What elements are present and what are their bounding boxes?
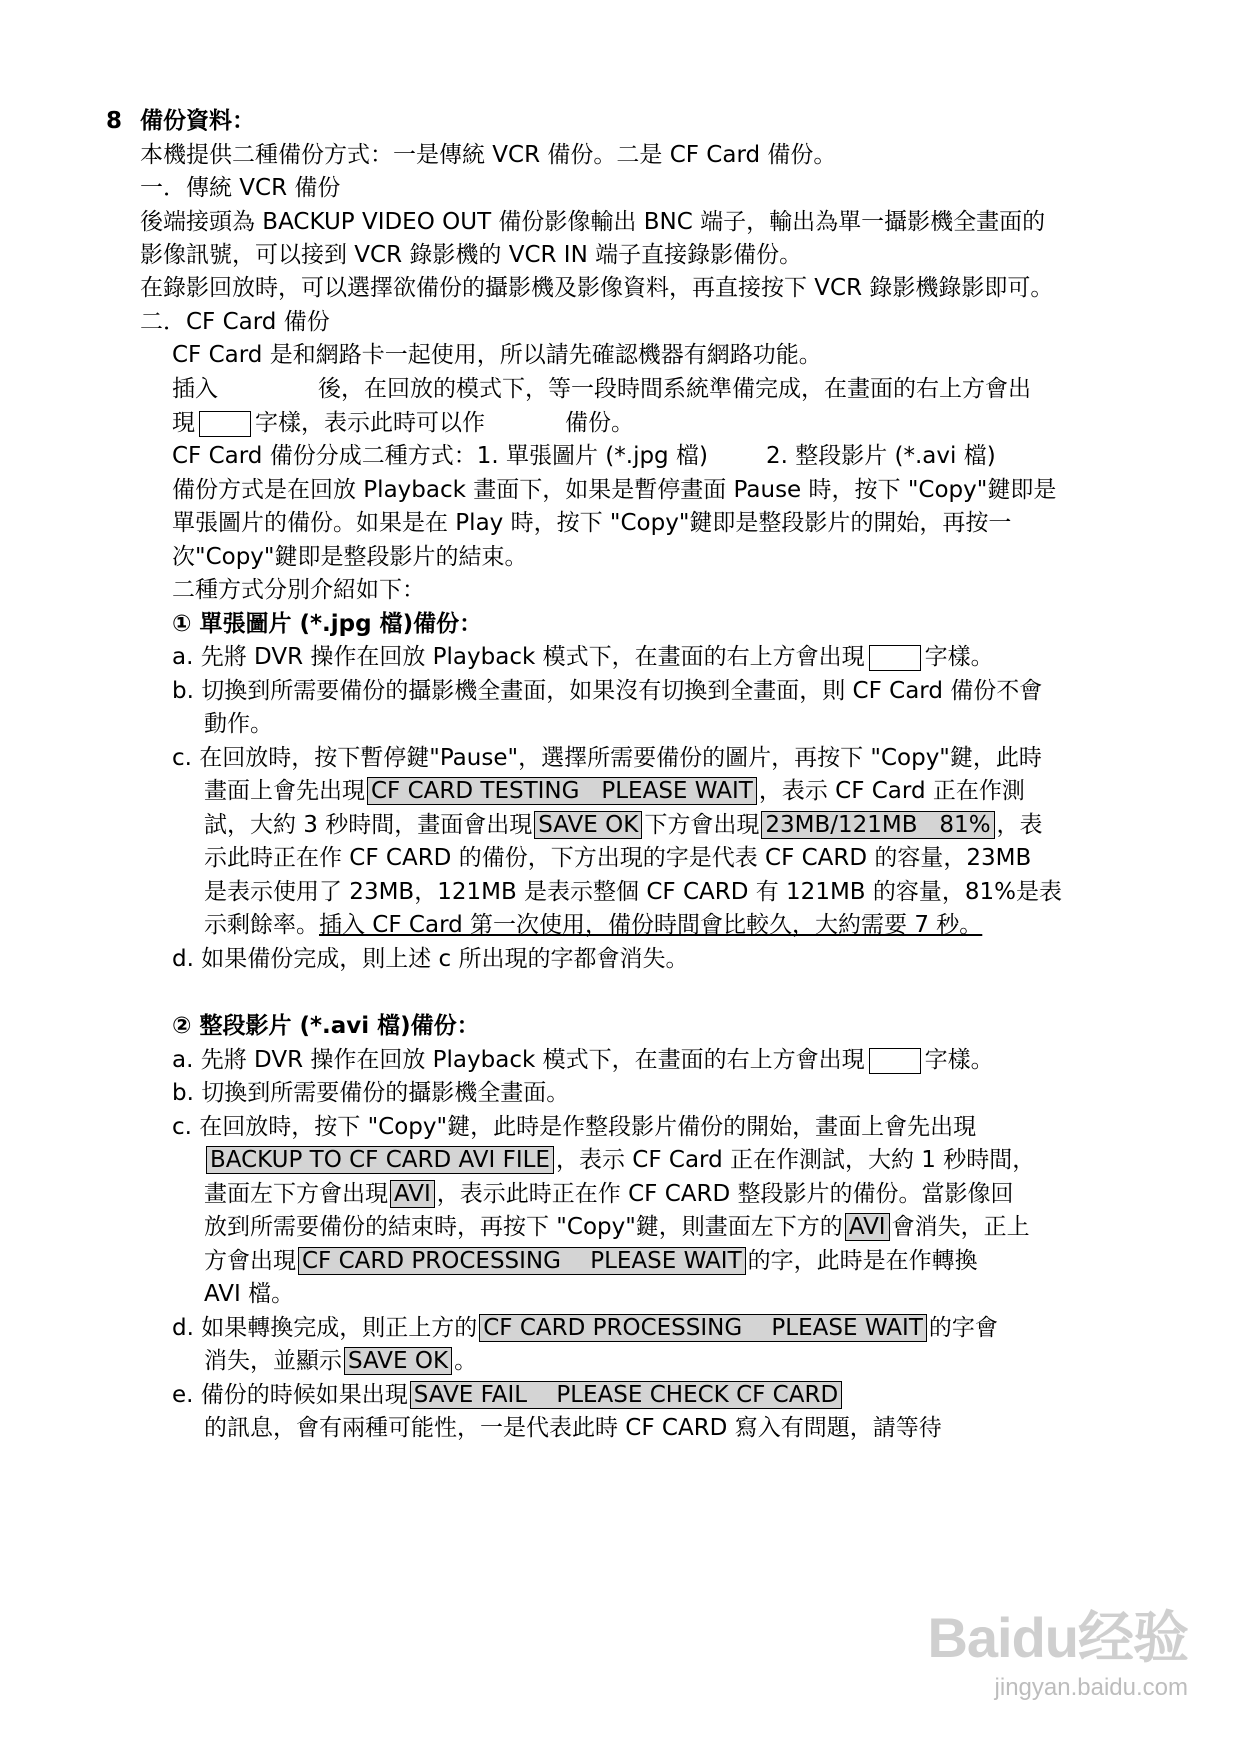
vcr-paragraph-line: 後端接頭為 BACKUP VIDEO OUT 備份影像輸出 BNC 端子，輸出為單一攝影機全畫面的 bbox=[140, 209, 1046, 235]
osd-message-box: AVI bbox=[390, 1180, 435, 1208]
step-text: ，表 bbox=[996, 812, 1043, 838]
step-text: 字樣。 bbox=[924, 644, 994, 670]
cf-paragraph-line: 二種方式分別介紹如下： bbox=[172, 577, 425, 603]
step-text: 示剩餘率。 bbox=[204, 912, 319, 938]
step-text: 方會出現 bbox=[204, 1248, 296, 1274]
avi-step-c-cont bbox=[204, 1246, 978, 1276]
osd-message-box: BACKUP TO CF CARD AVI FILE bbox=[206, 1146, 554, 1174]
cf-text: CF Card 備份分成二種方式：1. 單張圖片 (*.jpg 檔) bbox=[172, 443, 708, 469]
cf-text: 現 bbox=[172, 410, 195, 436]
jpg-step-c-cont bbox=[204, 776, 1025, 806]
cf-text: 備份。 bbox=[565, 410, 634, 436]
watermark-logo: Baidu经验 bbox=[927, 1606, 1188, 1669]
cf-paragraph-line: 單張圖片的備份。如果是在 Play 時，按下 "Copy"鍵即是整段影片的開始，再按一 bbox=[172, 510, 1012, 536]
cf-text: 後，在回放的模式下，等一段時間系統準備完成，在畫面的右上方會出 bbox=[318, 376, 1031, 402]
step-text: 的字會 bbox=[928, 1315, 998, 1341]
vcr-paragraph-line: 在錄影回放時，可以選擇欲備份的攝影機及影像資料，再直接按下 VCR 錄影機錄影即可。 bbox=[140, 275, 1054, 301]
step-text: ，表示 CF Card 正在作測 bbox=[758, 778, 1025, 804]
cf-text: 插入 bbox=[172, 376, 218, 402]
jpg-step-c-cont bbox=[204, 810, 1043, 840]
avi-step-e bbox=[172, 1380, 844, 1410]
step-text: a. 先將 DVR 操作在回放 Playback 模式下，在畫面的右上方會出現 bbox=[172, 1047, 865, 1073]
vcr-heading: 一．傳統 VCR 備份 bbox=[140, 175, 341, 201]
osd-message-box: 23MB/121MB 81% bbox=[761, 811, 994, 839]
cf-paragraph-line: CF Card 是和網路卡一起使用，所以請先確認機器有網路功能。 bbox=[172, 342, 822, 368]
step-text: 。 bbox=[454, 1348, 478, 1374]
jpg-step-c-cont bbox=[204, 910, 982, 940]
step-text: 試，大約 3 秒時間，畫面會出現 bbox=[204, 812, 533, 838]
baidu-watermark bbox=[927, 1594, 1188, 1702]
cf-paragraph-line: 備份方式是在回放 Playback 畫面下，如果是暫停畫面 Pause 時，按下 "Copy"鍵即是 bbox=[172, 477, 1057, 503]
step-text: 的字，此時是在作轉換 bbox=[747, 1248, 978, 1274]
jpg-step-c-cont: 是表示使用了 23MB，121MB 是表示整個 CF CARD 有 121MB 的容量，81%是表 bbox=[204, 879, 1063, 905]
avi-step-d-cont bbox=[204, 1346, 477, 1376]
cf-paragraph-line bbox=[172, 408, 634, 438]
osd-message-box: SAVE OK bbox=[344, 1347, 452, 1375]
jpg-step-d: d. 如果備份完成，則上述 c 所出現的字都會消失。 bbox=[172, 946, 689, 972]
step-text: d. 如果轉換完成，則正上方的 bbox=[172, 1315, 478, 1341]
step-text: 畫面左下方會出現 bbox=[204, 1181, 388, 1207]
step-text: 放到所需要備份的結束時，再按下 "Copy"鍵，則畫面左下方的 bbox=[204, 1214, 843, 1240]
jpg-step-b-cont: 動作。 bbox=[204, 711, 273, 737]
osd-message-box: CF CARD PROCESSING PLEASE WAIT bbox=[479, 1314, 927, 1342]
osd-message-box: AVI bbox=[845, 1213, 890, 1241]
avi-step-b: b. 切換到所需要備份的攝影機全畫面。 bbox=[172, 1080, 570, 1106]
step-text: 畫面上會先出現 bbox=[204, 778, 365, 804]
indicator-box bbox=[869, 645, 921, 671]
jpg-step-a bbox=[172, 642, 994, 672]
cf-heading: 二．CF Card 備份 bbox=[140, 309, 330, 335]
avi-step-c-cont bbox=[204, 1179, 1014, 1209]
osd-message-box: SAVE FAIL PLEASE CHECK CF CARD bbox=[410, 1381, 842, 1409]
step-text: ，表示 CF Card 正在作測試，大約 1 秒時間， bbox=[555, 1147, 1036, 1173]
step-text: e. 備份的時候如果出現 bbox=[172, 1382, 408, 1408]
cf-text: 2. 整段影片 (*.avi 檔) bbox=[765, 443, 996, 469]
step-text: 消失，並顯示 bbox=[204, 1348, 342, 1374]
step-text: 下方會出現 bbox=[644, 812, 760, 838]
avi-step-c-cont: AVI 檔。 bbox=[204, 1281, 295, 1307]
jpg-heading: ① 單張圖片 (*.jpg 檔)備份： bbox=[172, 611, 483, 637]
watermark-url: jingyan.baidu.com bbox=[994, 1674, 1188, 1701]
avi-step-a bbox=[172, 1045, 994, 1075]
avi-step-d bbox=[172, 1313, 998, 1343]
cf-paragraph-line bbox=[172, 441, 996, 471]
avi-heading: ② 整段影片 (*.avi 檔)備份： bbox=[172, 1013, 480, 1039]
avi-step-e-cont: 的訊息，會有兩種可能性，一是代表此時 CF CARD 寫入有問題，請等待 bbox=[204, 1415, 942, 1441]
section-number: 8 bbox=[106, 108, 123, 134]
underlined-note: 插入 CF Card 第一次使用，備份時間會比較久，大約需要 7 秒。 bbox=[319, 912, 983, 938]
indicator-box bbox=[869, 1048, 921, 1074]
cf-paragraph-line bbox=[172, 374, 1031, 404]
osd-message-box: SAVE OK bbox=[534, 811, 642, 839]
osd-message-box: CF CARD PROCESSING PLEASE WAIT bbox=[298, 1247, 746, 1275]
avi-step-c-cont bbox=[204, 1212, 1030, 1242]
step-text: 字樣。 bbox=[924, 1047, 994, 1073]
jpg-step-c-cont: 示此時正在作 CF CARD 的備份，下方出現的字是代表 CF CARD 的容量，23MB bbox=[204, 845, 1032, 871]
section-title: 備份資料： bbox=[140, 108, 255, 134]
step-text: a. 先將 DVR 操作在回放 Playback 模式下，在畫面的右上方會出現 bbox=[172, 644, 865, 670]
intro-text: 本機提供二種備份方式：一是傳統 VCR 備份。二是 CF Card 備份。 bbox=[140, 142, 837, 168]
step-text: 會消失，正上 bbox=[891, 1214, 1030, 1240]
vcr-paragraph-line: 影像訊號，可以接到 VCR 錄影機的 VCR IN 端子直接錄影備份。 bbox=[140, 242, 803, 268]
osd-message-box: CF CARD TESTING PLEASE WAIT bbox=[367, 777, 757, 805]
cf-text: 字樣，表示此時可以作 bbox=[255, 410, 485, 436]
cf-paragraph-line: 次"Copy"鍵即是整段影片的結束。 bbox=[172, 544, 528, 570]
jpg-step-c: c. 在回放時，按下暫停鍵"Pause"，選擇所需要備份的圖片，再按下 "Copy"鍵，此時 bbox=[172, 745, 1042, 771]
jpg-step-b: b. 切換到所需要備份的攝影機全畫面，如果沒有切換到全畫面，則 CF Card 備份不會 bbox=[172, 678, 1043, 704]
indicator-box bbox=[199, 411, 251, 437]
step-text: ，表示此時正在作 CF CARD 整段影片的備份。當影像回 bbox=[436, 1181, 1014, 1207]
avi-step-c: c. 在回放時，按下 "Copy"鍵，此時是作整段影片備份的開始，畫面上會先出現 bbox=[172, 1114, 977, 1140]
avi-step-c-cont bbox=[204, 1145, 1035, 1175]
